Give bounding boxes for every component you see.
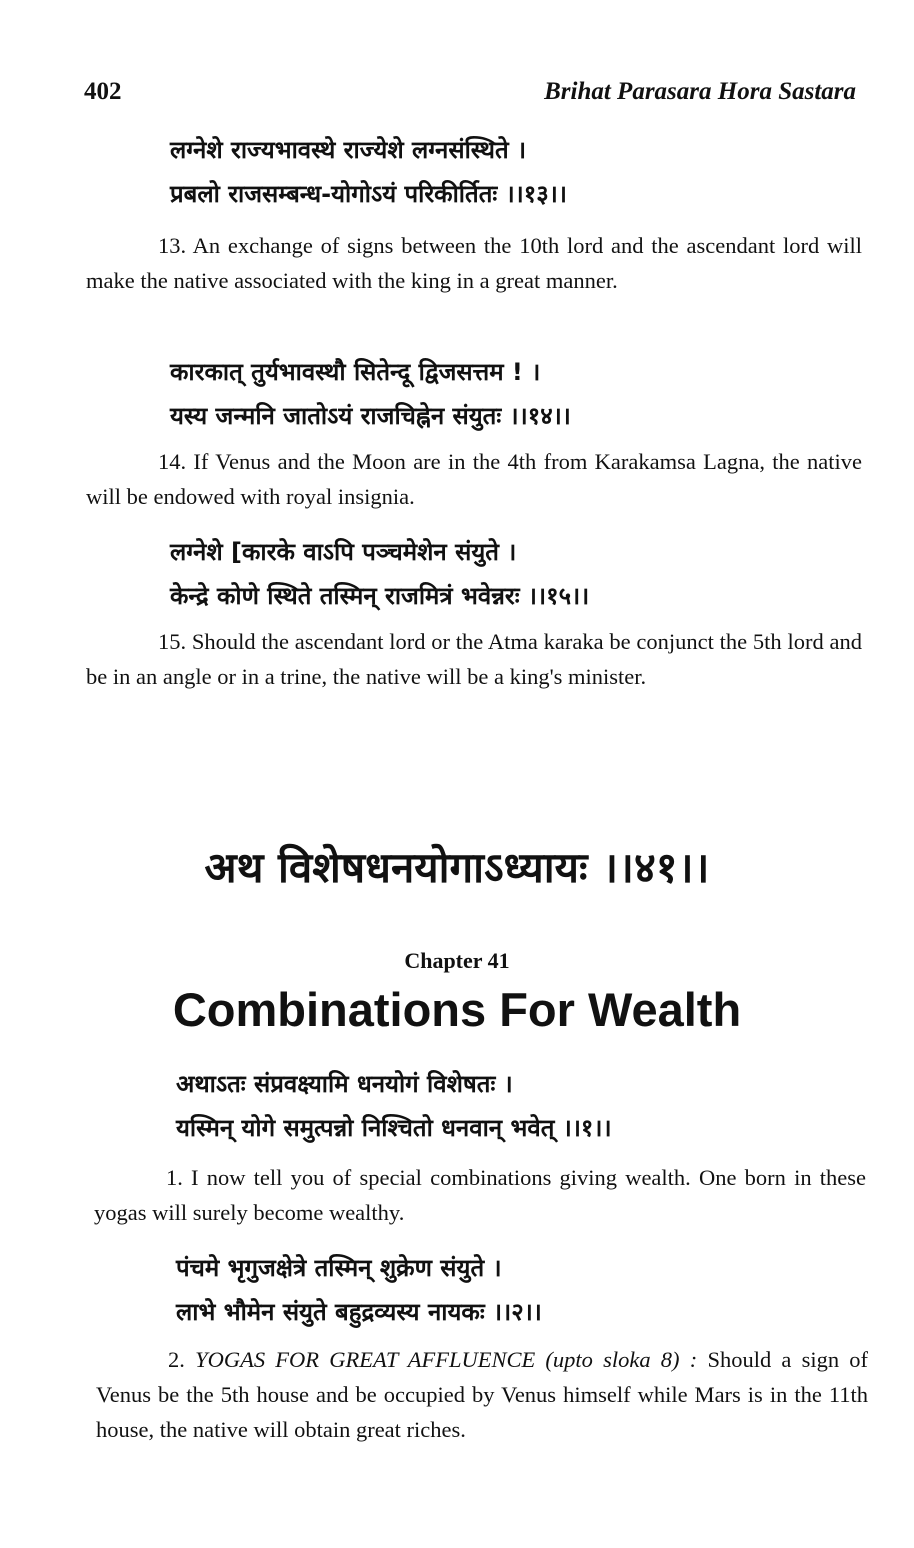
- paragraph-text: 1. I now tell you of special combinations giving wealth. One born in these yogas will surely become wealthy.: [94, 1165, 866, 1225]
- translation-15: [86, 624, 862, 694]
- sanskrit-verse-2: [176, 1246, 816, 1334]
- section-heading: YOGAS FOR GREAT AFFLUENCE (upto sloka 8) :: [195, 1347, 698, 1372]
- verse-line: यस्य जन्मनि जातोऽयं राजचिह्नेन संयुतः ।।१४।।: [170, 402, 571, 430]
- chapter-heading: Combinations For Wealth: [172, 983, 742, 1036]
- translation-14: [86, 444, 862, 514]
- chapter-label: Chapter 41: [404, 948, 510, 973]
- sanskrit-verse-1: [176, 1062, 816, 1150]
- verse-line: अथाऽतः संप्रवक्ष्यामि धनयोगं विशेषतः ।: [176, 1070, 513, 1098]
- verse-line: लग्नेशे राज्यभावस्थे राज्येशे लग्नसंस्थिते ।: [170, 136, 527, 164]
- paragraph-number: 2.: [168, 1347, 185, 1372]
- running-title: Brihat Parasara Hora Sastara: [544, 78, 856, 105]
- translation-13: [86, 228, 862, 298]
- verse-line: लाभे भौमेन संयुते बहुद्रव्यस्य नायकः ।।२।।: [176, 1298, 542, 1326]
- verse-line: केन्द्रे कोणे स्थिते तस्मिन् राजमित्रं भवेन्नरः ।।१५।।: [170, 582, 590, 610]
- paragraph-text: 14. If Venus and the Moon are in the 4th from Karakamsa Lagna, the native will be endowed with royal insignia.: [86, 449, 862, 509]
- verse-line: पंचमे भृगुजक्षेत्रे तस्मिन् शुक्रेण संयुते ।: [176, 1254, 502, 1282]
- paragraph-text: [96, 1342, 868, 1447]
- sanskrit-verse-15: [170, 530, 810, 618]
- translation-1: [94, 1160, 866, 1230]
- sanskrit-verse-13: [170, 128, 810, 216]
- verse-line: कारकात् तुर्यभावस्थौ सितेन्दू द्विजसत्तम ! ।: [170, 358, 541, 386]
- paragraph-body: Should a sign of Venus be the 5th house and be occupied by Venus himself while Mars is in the 11th house, the native will obtain great riches.: [96, 1347, 869, 1442]
- chapter-sanskrit-title: अथ विशेषधनयोगाऽध्यायः ।।४१।।: [204, 843, 710, 892]
- verse-line: लग्नेशे [कारके वाऽपि पञ्चमेशेन संयुते ।: [170, 538, 517, 566]
- page-number: 402: [84, 78, 122, 105]
- translation-2: [96, 1342, 868, 1447]
- verse-line: प्रबलो राजसम्बन्ध-योगोऽयं परिकीर्तितः ।।१३।।: [170, 180, 567, 208]
- paragraph-text: 15. Should the ascendant lord or the Atma karaka be conjunct the 5th lord and be in an angle or in a trine, the native will be a king's minister.: [86, 629, 862, 689]
- verse-line: यस्मिन् योगे समुत्पन्नो निश्चितो धनवान् भवेत् ।।१।।: [176, 1114, 612, 1142]
- sanskrit-verse-14: [170, 350, 810, 438]
- paragraph-text: 13. An exchange of signs between the 10th lord and the ascendant lord will make the native associated with the king in a great manner.: [86, 233, 862, 293]
